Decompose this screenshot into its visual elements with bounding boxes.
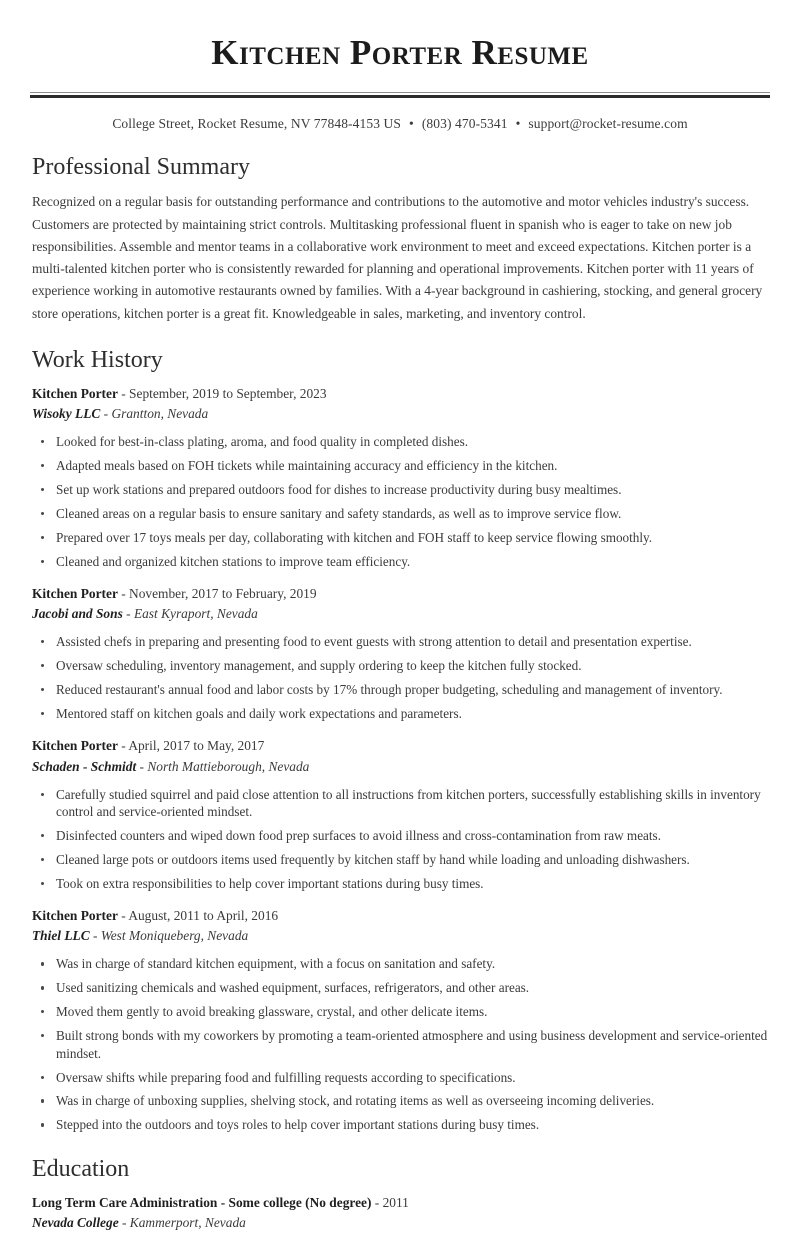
section-education [30,1154,770,1234]
job-responsibility-list [30,786,770,893]
summary-text: Recognized on a regular basis for outstanding performance and contributions to the automotive and motor vehicles industry's success. Customers are protected by maintaining strict controls. Multitasking professional fluent in spanish who is eager to take on new job responsibilities. Assemble and mentor teams in a collaborative work environment to meet and exceed expectations. Kitchen porter is a multi-talented kitchen porter who is consistently rewarded for planning and operational improvements. Kitchen porter with 11 years of experience working in automotive restaurants owned by families. With a 4-year background in cashiering, stocking, and general grocery store operations, kitchen porter is a great fit. Knowledgeable in sales, marketing, and inventory control. [32,194,763,321]
education-location: Kammerport, Nevada [129,1215,246,1231]
job-dates: April, 2017 to May, 2017 [128,738,265,754]
job-responsibility-list [30,955,770,1133]
contact-phone: (803) 470-5341 [421,116,508,132]
job-title-line [32,906,770,926]
work-history-list [30,384,770,1134]
job-title: Kitchen Porter [32,385,118,401]
job-company-separator: - [136,758,148,774]
job-responsibility-item: Reduced restaurant's annual food and labor costs by 17% through proper budgeting, scheduling and management of inventory. [30,681,770,698]
contact-separator-1: • [408,116,414,132]
divider-line-thick [30,95,770,98]
job-responsibility-item: Set up work stations and prepared outdoors food for dishes to increase productivity during busy mealtimes. [30,481,770,498]
education-year: 2011 [382,1194,409,1210]
job-title: Kitchen Porter [32,738,118,754]
education-program-separator: - [371,1194,383,1210]
job-title-line [32,584,770,604]
education-list [30,1193,770,1234]
job-company-separator: - [122,606,134,622]
job-responsibility-item: Carefully studied squirrel and paid close attention to all instructions from kitchen porters, successfully establishing skills in inventory control and service-oriented mindset. [30,786,770,821]
education-entry [30,1193,770,1234]
job-title-separator: - [117,738,129,754]
job-company-separator: - [89,928,101,944]
job-company-line [32,926,770,946]
page-title: Kitchen Porter Resume [211,33,589,72]
job-responsibility-list [30,633,770,722]
job-company: Jacobi and Sons [32,606,123,622]
job-title-line [32,384,770,404]
job-responsibility-item: Mentored staff on kitchen goals and daily work expectations and parameters. [30,705,770,722]
job-responsibility-item: Was in charge of standard kitchen equipment, with a focus on sanitation and safety. [30,955,770,972]
job-responsibility-item: Took on extra responsibilities to help cover important stations during busy times. [30,875,770,892]
job-responsibility-item: Stepped into the outdoors and toys roles to help cover important stations during busy times. [30,1116,770,1133]
header-divider [30,92,770,98]
education-school-line [32,1213,770,1233]
job-company-line [32,404,770,424]
job-responsibility-item: Looked for best-in-class plating, aroma, and food quality in completed dishes. [30,433,770,450]
job-responsibility-item: Built strong bonds with my coworkers by promoting a team-oriented atmosphere and using business development and service-oriented mindset. [30,1027,770,1062]
contact-info [30,116,770,132]
section-professional-summary [30,152,770,325]
job-dates: November, 2017 to February, 2019 [129,586,317,601]
education-program-line [32,1193,770,1213]
job-title-separator: - [117,586,130,601]
contact-email: support@rocket-resume.com [528,116,688,132]
job-location: Grantton, Nevada [111,405,209,421]
section-heading-summary: Professional Summary [32,154,250,181]
job-location: East Kyraport, Nevada [133,606,258,622]
work-history-entry [30,584,770,722]
work-history-entry [30,384,770,570]
job-title: Kitchen Porter [32,908,118,924]
section-work-history [30,345,770,1134]
education-program: Long Term Care Administration - Some college (No degree) [32,1194,372,1210]
education-school: Nevada College [32,1215,119,1231]
education-school-separator: - [118,1215,130,1231]
contact-separator-2: • [515,116,521,132]
job-company-line [32,757,770,777]
job-company: Wisoky LLC [32,405,101,421]
job-responsibility-list [30,433,770,570]
job-responsibility-item: Moved them gently to avoid breaking glassware, crystal, and other delicate items. [30,1003,770,1020]
work-history-entry [30,736,770,892]
job-title-line [32,736,770,756]
job-dates: August, 2011 to April, 2016 [128,908,279,924]
job-responsibility-item: Oversaw scheduling, inventory management, and supply ordering to keep the kitchen fully stocked. [30,657,770,674]
job-company-separator: - [100,405,112,421]
job-responsibility-item: Disinfected counters and wiped down food prep surfaces to avoid illness and cross-contamination from raw meats. [30,827,770,844]
job-title-separator: - [117,908,129,924]
section-heading-work-history: Work History [32,346,163,373]
job-responsibility-item: Adapted meals based on FOH tickets while maintaining accuracy and efficiency in the kitchen. [30,457,770,474]
job-location: West Moniqueberg, Nevada [100,928,249,944]
job-responsibility-item: Oversaw shifts while preparing food and fulfilling requests according to specifications. [30,1069,770,1086]
job-responsibility-item: Used sanitizing chemicals and washed equipment, surfaces, refrigerators, and other areas. [30,979,770,996]
job-title-separator: - [117,385,130,401]
job-dates: September, 2019 to September, 2023 [129,385,327,401]
job-title: Kitchen Porter [32,586,118,601]
job-company: Thiel LLC [32,928,90,944]
job-company: Schaden - Schmidt [32,758,137,774]
job-company-line [32,604,770,624]
work-history-entry [30,906,770,1134]
job-location: North Mattieborough, Nevada [147,758,310,774]
job-responsibility-item: Cleaned and organized kitchen stations to improve team efficiency. [30,553,770,570]
job-responsibility-item: Prepared over 17 toys meals per day, collaborating with kitchen and FOH staff to keep service flowing smoothly. [30,529,770,546]
job-responsibility-item: Cleaned large pots or outdoors items used frequently by kitchen staff by hand while loading and unloading dishwashers. [30,851,770,868]
job-responsibility-item: Assisted chefs in preparing and presenting food to event guests with strong attention to detail and presentation expertise. [30,633,770,650]
job-responsibility-item: Was in charge of unboxing supplies, shelving stock, and rotating items as well as overseeing incoming deliveries. [30,1092,770,1109]
section-heading-education: Education [32,1155,130,1182]
contact-address: College Street, Rocket Resume, NV 77848-4153 US [112,116,401,132]
job-responsibility-item: Cleaned areas on a regular basis to ensure sanitary and safety standards, as well as to improve service flow. [30,505,770,522]
